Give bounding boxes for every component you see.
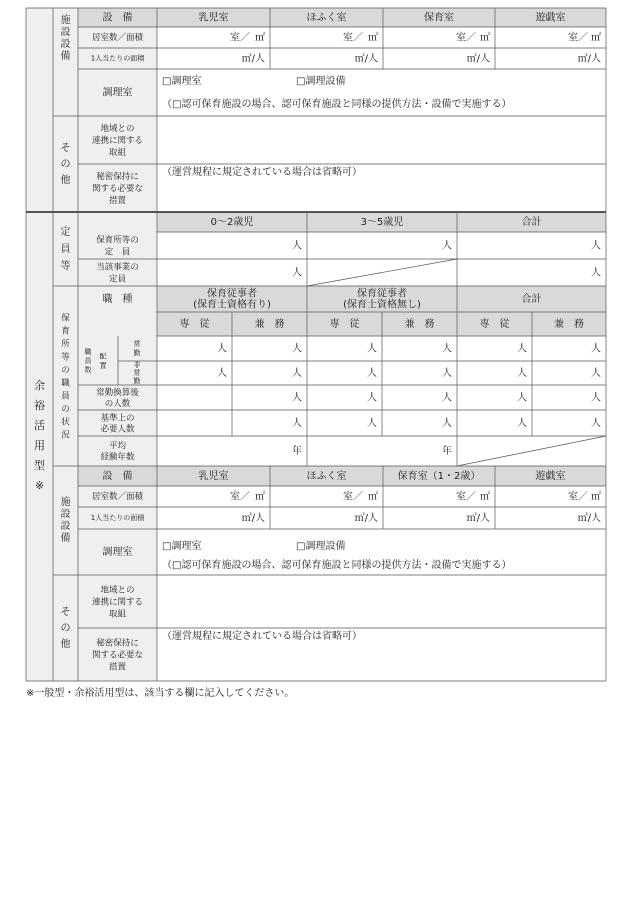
area-unit: ㎡ <box>480 491 490 503</box>
room-header: 乳児室 <box>198 12 229 24</box>
avg-years-empty-diagonal <box>457 436 606 466</box>
per-person-unit: ㎡/人 <box>354 513 378 524</box>
label-line: 関する必要な <box>91 183 144 194</box>
kitchen-note: （□認可保育施設の場合、認可保育施設と同様の提供方法・設備で実施する） <box>162 560 512 571</box>
per-person-label: 1人当たりの面積 <box>90 514 145 522</box>
area-unit: ㎡ <box>368 491 378 503</box>
person-unit: 人 <box>292 392 302 404</box>
fulltime-header: 専 従 <box>329 319 360 330</box>
person-unit: 人 <box>442 240 452 252</box>
area-unit: ㎡ <box>591 32 601 44</box>
kitchen-option-equipment: □調理設備 <box>296 76 346 87</box>
facility-header: 設 備 <box>102 12 133 24</box>
person-unit: 人 <box>442 418 452 429</box>
room-header: ほふく室 <box>306 471 347 482</box>
label-line: 基準上の <box>100 413 135 423</box>
label-char: 余 <box>34 379 45 392</box>
label-line: (保育士資格無し) <box>343 299 421 311</box>
person-unit: 人 <box>591 392 601 404</box>
surplus-other-label <box>61 606 71 650</box>
per-person-unit: ㎡/人 <box>466 53 490 65</box>
person-unit: 人 <box>442 368 452 379</box>
label-char: 設 <box>60 521 71 532</box>
parttime-header: 兼 務 <box>554 319 584 330</box>
per-person-unit: ㎡/人 <box>241 53 265 65</box>
capacity-label <box>61 226 71 272</box>
label-char: 施 <box>60 15 71 26</box>
room-count-area-label: 居室数／面積 <box>91 33 144 43</box>
staff-count-label <box>85 347 92 374</box>
label-char: 保 <box>61 313 70 323</box>
per-person-unit: ㎡/人 <box>241 513 265 524</box>
label-char: 活 <box>34 419 45 432</box>
room-unit: 室／ <box>230 491 250 503</box>
label-char: の <box>60 623 71 634</box>
person-unit: 人 <box>517 343 527 355</box>
room-header: 乳児室 <box>198 471 229 482</box>
total-staff-header: 合計 <box>521 294 542 305</box>
label-char: 育 <box>61 326 70 336</box>
label-line: 保育従事者 <box>207 288 257 300</box>
area-unit: ㎡ <box>368 32 378 44</box>
confidentiality-note: （運営規程に規定されている場合は省略可） <box>162 167 362 178</box>
room-unit: 室／ <box>456 32 476 44</box>
person-unit: 人 <box>292 240 302 252</box>
room-count-area-label: 居室数／面積 <box>91 492 144 502</box>
label-line: 取組 <box>108 609 127 619</box>
nonregular-label <box>134 360 141 385</box>
room-header: 保育室 <box>424 12 454 24</box>
capacity-empty-diagonal <box>307 259 457 286</box>
room-header: 保育室（1・2歳） <box>397 471 481 482</box>
kitchen-note: （□認可保育施設の場合、認可保育施設と同様の提供方法・設備で実施する） <box>162 99 512 110</box>
label-line: 秘密保持に <box>96 171 139 182</box>
label-char: 裕 <box>34 399 45 412</box>
person-unit: 人 <box>367 368 377 379</box>
label-char: の <box>61 404 70 414</box>
kitchen-label: 調理室 <box>102 87 133 99</box>
label-char: 置 <box>99 361 107 370</box>
per-person-unit: ㎡/人 <box>577 53 601 65</box>
label-line: 連携に関する <box>91 597 144 607</box>
per-person-label: 1人当たりの面積 <box>90 54 145 63</box>
label-char: そ <box>60 607 71 618</box>
label-char: 用 <box>34 439 45 452</box>
per-person-unit: ㎡/人 <box>354 53 378 65</box>
label-line: 必要人数 <box>100 424 135 434</box>
person-unit: 人 <box>217 343 227 355</box>
label-char: 型 <box>34 459 45 472</box>
per-person-unit: ㎡/人 <box>466 513 490 524</box>
person-unit: 人 <box>442 343 452 355</box>
label-line: 当該事業の <box>96 262 139 272</box>
label-char: 職 <box>61 378 70 388</box>
label-line: 平均 <box>108 441 127 451</box>
area-unit: ㎡ <box>591 491 601 503</box>
label-line: 定員 <box>108 274 127 284</box>
confidentiality-note: （運営規程に規定されている場合は省略可） <box>162 631 362 642</box>
area-unit: ㎡ <box>480 32 490 44</box>
label-char: 等 <box>61 352 70 362</box>
person-unit: 人 <box>367 418 377 429</box>
label-char: 定 <box>60 227 71 238</box>
side-column-shade <box>26 8 53 681</box>
label-char: 常 <box>133 340 141 348</box>
room-unit: 室／ <box>568 32 588 44</box>
age-header: 0～2歳児 <box>210 217 254 228</box>
label-char: 数 <box>84 366 92 374</box>
room-header: 遊戯室 <box>535 12 566 24</box>
label-char: の <box>61 365 70 375</box>
fulltime-header: 専 従 <box>179 319 210 330</box>
staff-label-column <box>78 286 157 466</box>
form-footnote: ※一般型・余裕活用型は、該当する欄に記入してください。 <box>26 688 295 699</box>
label-char: 況 <box>61 430 70 440</box>
label-line: 定 員 <box>104 247 131 257</box>
label-line: (保育士資格有り) <box>193 299 271 311</box>
person-unit: 人 <box>591 343 601 355</box>
room-unit: 室／ <box>568 491 588 503</box>
person-unit: 人 <box>442 392 452 404</box>
label-char: 状 <box>61 417 70 427</box>
label-char: 備 <box>60 533 71 544</box>
label-char: 勤 <box>133 349 141 357</box>
person-unit: 人 <box>367 343 377 355</box>
label-char: の <box>60 159 71 170</box>
label-line: 秘密保持に <box>96 638 139 648</box>
room-unit: 室／ <box>456 491 476 503</box>
general-other-label <box>61 142 71 186</box>
label-char: 設 <box>60 39 71 50</box>
parttime-header: 兼 務 <box>254 319 285 330</box>
area-unit: ㎡ <box>255 32 265 44</box>
person-unit: 人 <box>292 418 302 429</box>
label-line: 地域との <box>100 123 135 134</box>
person-unit: 人 <box>292 368 302 379</box>
person-unit: 人 <box>517 392 527 404</box>
label-char: 所 <box>61 339 70 349</box>
per-person-unit: ㎡/人 <box>577 513 601 524</box>
label-line: 取組 <box>108 147 127 158</box>
person-unit: 人 <box>591 368 601 379</box>
label-line: 地域との <box>100 585 135 595</box>
label-char: 設 <box>60 27 71 38</box>
label-line: 経験年数 <box>100 452 135 462</box>
label-line: 措置 <box>108 195 127 206</box>
room-unit: 室／ <box>343 32 363 44</box>
person-unit: 人 <box>217 368 227 379</box>
label-char: 備 <box>60 51 71 62</box>
age-header: 合計 <box>521 217 542 228</box>
label-char: 員 <box>84 357 92 365</box>
label-char: 他 <box>60 175 71 186</box>
kitchen-option-room: □調理室 <box>162 76 202 87</box>
label-line: 保育従事者 <box>357 288 407 300</box>
room-header: 遊戯室 <box>535 471 566 482</box>
label-char: 設 <box>60 509 71 520</box>
label-line: 保育所等の <box>96 235 139 245</box>
label-char: 常 <box>133 369 141 377</box>
label-line: 連携に関する <box>91 135 144 146</box>
label-char: 配 <box>99 352 107 361</box>
person-unit: 人 <box>591 240 601 252</box>
person-unit: 人 <box>367 392 377 404</box>
person-unit: 人 <box>517 368 527 379</box>
label-char: 他 <box>60 639 71 650</box>
room-unit: 室／ <box>230 32 250 44</box>
year-unit: 年 <box>442 446 452 457</box>
area-unit: ㎡ <box>255 491 265 503</box>
person-unit: 人 <box>591 418 601 429</box>
person-unit: 人 <box>517 418 527 429</box>
person-unit: 人 <box>292 343 302 355</box>
label-char: 施 <box>60 497 71 508</box>
parttime-header: 兼 務 <box>404 319 435 330</box>
kitchen-label: 調理室 <box>102 547 133 558</box>
label-char: そ <box>60 143 71 154</box>
job-type-label: 職 種 <box>102 294 133 305</box>
label-char: 勤 <box>133 377 141 385</box>
label-line: 常勤換算後 <box>96 387 139 398</box>
label-char: 職 <box>84 348 92 356</box>
room-unit: 室／ <box>343 491 363 503</box>
kitchen-option-equipment: □調理設備 <box>296 541 346 552</box>
kitchen-option-room: □調理室 <box>162 541 202 552</box>
label-char: 員 <box>61 391 70 401</box>
year-unit: 年 <box>292 446 302 457</box>
label-char: 非 <box>133 361 141 369</box>
room-header: ほふく室 <box>306 12 347 24</box>
label-line: 措置 <box>108 662 127 672</box>
person-unit: 人 <box>292 267 302 279</box>
label-line: 関する必要な <box>91 650 144 660</box>
person-unit: 人 <box>591 267 601 279</box>
label-char: 等 <box>60 261 71 272</box>
label-line: の人数 <box>104 398 131 409</box>
facility-header: 設 備 <box>102 471 133 482</box>
label-char: ※ <box>34 479 45 492</box>
age-header: 3～5歳児 <box>360 217 404 228</box>
label-char: 員 <box>60 244 71 255</box>
fulltime-header: 専 従 <box>479 319 510 330</box>
